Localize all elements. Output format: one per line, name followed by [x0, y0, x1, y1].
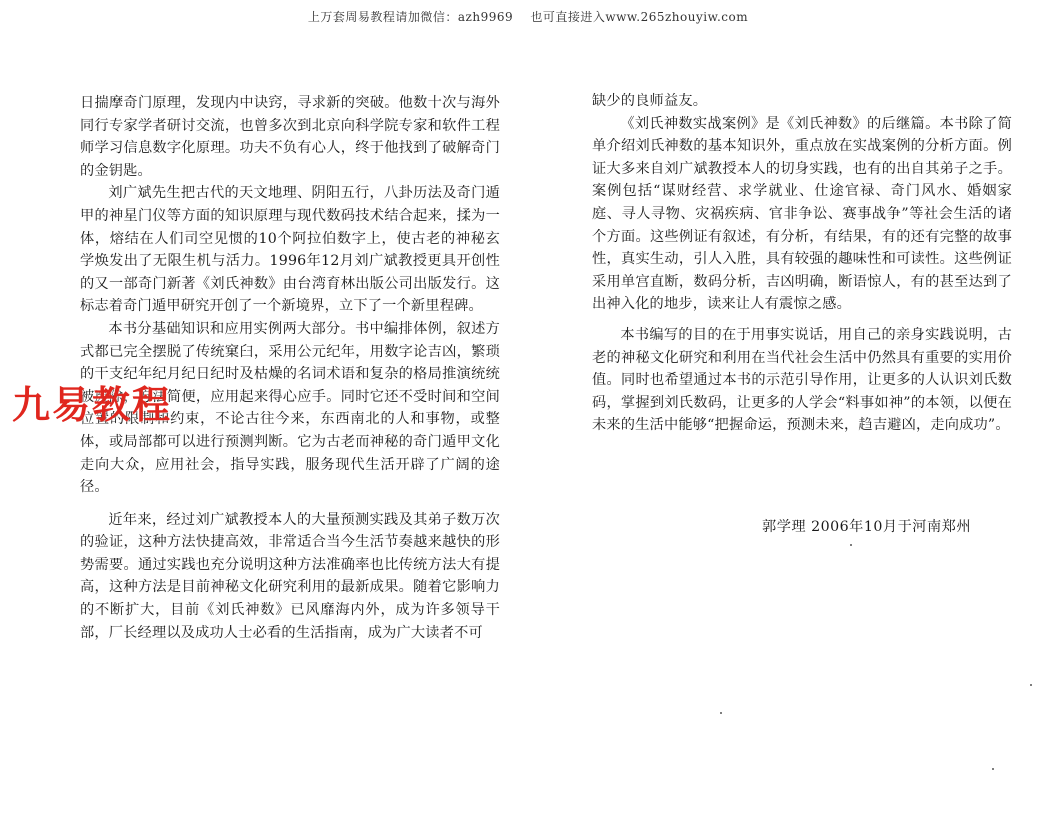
top-banner: 上万套周易教程请加微信：azh9969 也可直接进入www.265zhouyiw.com [307, 10, 749, 24]
paragraph: 缺少的良师益友。 [592, 93, 708, 109]
right-page [592, 0, 1012, 816]
right-page-text [592, 90, 1012, 437]
watermark-logo: 九易教程 [12, 383, 173, 427]
paragraph: 本书编写的目的在于用事实说话，用自己的亲身实践说明，古老的神秘文化研究和利用在当代社会生活中仍然具有重要的实用价值。同时也希望通过本书的示范引导作用，让更多的人认识刘氏数码，掌握到刘氏数码，让更多的人学会“料事如神”的本领，以便在未来的生活中能够“把握命运，预测未来，趋吉避凶，走向成功”。 [592, 326, 1012, 434]
paragraph: 近年来，经过刘广斌教授本人的大量预测实践及其弟子数万次的验证，这种方法快捷高效，非常适合当今生活节奏越来越快的形势需要。通过实践也充分说明这种方法准确率也比传统方法大有提高，这种方法是目前神秘文化研究利用的最新成果。随着它影响力的不断扩大，目前《刘氏神数》已风靡海内外，成为许多领导干部，厂长经理以及成功人士必看的生活指南，成为广大读者不可 [80, 511, 500, 641]
signature-line: 郭学理 2006年10月于河南郑州 [762, 519, 972, 535]
left-page-text [80, 92, 500, 644]
scan-speck [720, 712, 722, 714]
scan-speck [1030, 684, 1032, 686]
scan-speck [850, 544, 852, 546]
paragraph: 日揣摩奇门原理，发现内中诀窍，寻求新的突破。他数十次与海外同行专家学者研讨交流，也曾多次到北京向科学院专家和软件工程师学习信息数字化原理。功夫不负有心人，终于他找到了破解奇门的金钥匙。 [80, 95, 500, 179]
paragraph: 《刘氏神数实战案例》是《刘氏神数》的后继篇。本书除了简单介绍刘氏神数的基本知识外，重点放在实战案例的分析方面。例证大多来自刘广斌教授本人的切身实践，也有的出自其弟子之手。案例包括“谋财经营、求学就业、仕途官禄、奇门风水、婚姻家庭、寻人寻物、灾祸疾病、官非争讼、赛事战争”等社会生活的诸个方面。这些例证有叙述，有分析，有结果，有的还有完整的故事性，真实生动，引人入胜，具有较强的趣味性和可读性。这些例证采用单宫直断，数码分析，吉凶明确，断语惊人，有的甚至达到了出神入化的地步，读来让人有震惊之感。 [592, 115, 1012, 313]
paragraph: 刘广斌先生把古代的天文地理、阴阳五行，八卦历法及奇门遁甲的神星门仪等方面的知识原理与现代数码技术结合起来，揉为一体，熔结在人们司空见惯的10个阿拉伯数字上，使古老的神秘玄学焕发出了无限生机与活力。1996年12月刘广斌教授更具开创性的又一部奇门新著《刘氏神数》由台湾育林出版公司出版发行。这标志着奇门遁甲研究开创了一个新境界，立下了一个新里程碑。 [80, 185, 500, 315]
scan-speck [992, 768, 994, 770]
paragraph: 本书分基础知识和应用实例两大部分。书中编排体例，叙述方式都已完全摆脱了传统窠臼，采用公元纪年，用数字论吉凶，繁琐的干支纪年纪月纪日纪时及枯燥的名词术语和复杂的格局推演统统被废除，方法简便，应用起来得心应手。同时它还不受时间和空间位置的限制和约束，不论古往今来，东西南北的人和事物，或整体，或局部都可以进行预测判断。它为古老而神秘的奇门遁甲文化走向大众，应用社会，指导实践，服务现代生活开辟了广阔的途径。 [80, 320, 500, 496]
